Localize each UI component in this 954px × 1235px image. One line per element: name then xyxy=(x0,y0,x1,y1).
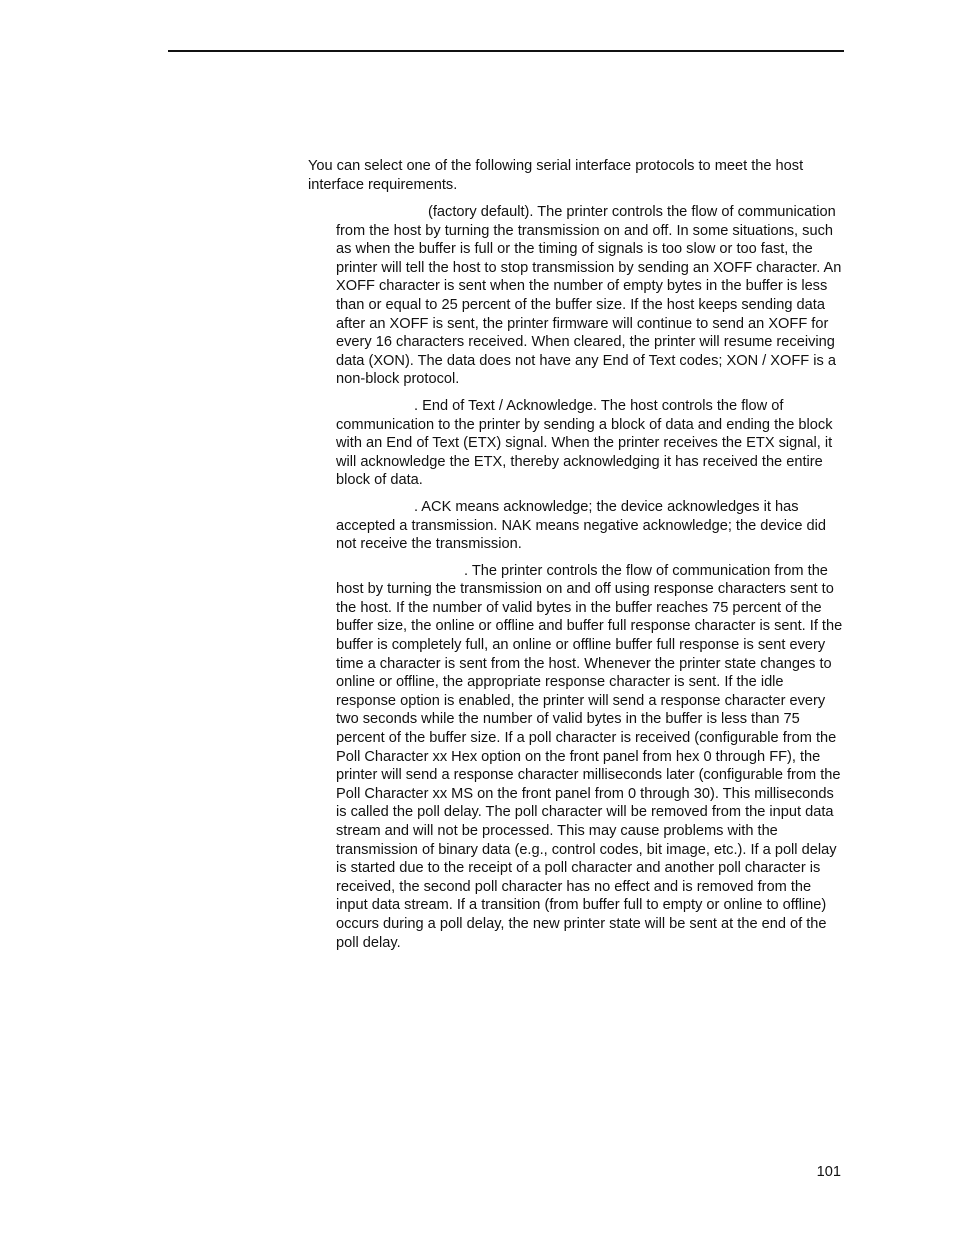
protocol-item-ack-nak xyxy=(336,498,846,554)
protocol-list xyxy=(336,203,846,960)
protocol-item-etx-ack xyxy=(336,397,846,490)
protocol-item-xon-xoff xyxy=(336,203,846,389)
header-rule xyxy=(168,50,844,52)
protocol-description: . ACK means acknowledge; the device acknowledges it has accepted a transmission. NAK means negative acknowledge; the device did not receive the transmission. xyxy=(336,498,826,553)
intro-paragraph: You can select one of the following serial interface protocols to meet the host interface requirements. xyxy=(308,158,804,193)
protocol-description: . End of Text / Acknowledge. The host controls the flow of communication to the printer by sending a block of data and ending the block with an End of Text (ETX) signal. When the printer receives the ETX signal, it will acknowledge the ETX, thereby acknowledging it has received the entire block of data. xyxy=(336,397,833,489)
protocol-item-serial-status xyxy=(336,562,846,952)
protocol-description: . The printer controls the flow of communication from the host by turning the transmission on and off using response characters sent to the host. If the number of valid bytes in the buffer reaches 75 percent of the buffer size, the online or offline and buffer full response character is sent. If the buffer is completely full, an online or offline buffer full response is sent every time a character is sent from the host. Whenever the printer state changes to online or offline, the appropriate response character is sent. If the idle response option is enabled, the printer will send a response character every two seconds while the number of valid bytes in the buffer is less than 75 percent of the buffer size. If a poll character is received (configurable from the Poll Character xx Hex option on the front panel from hex 0 through FF), the printer will send a response character milliseconds later (configurable from the Poll Character xx MS on the front panel from 0 through 30). This milliseconds is called the poll delay. The poll character will be removed from the input data stream and will not be processed. This may cause problems with the transmission of binary data (e.g., control codes, bit image, etc.). If a poll delay is started due to the receipt of a poll character and another poll character is received, the second poll character has no effect and is removed from the input data stream. If a transition (from buffer full to empty or online to offline) occurs during a poll delay, the new printer state will be sent at the end of the poll delay. xyxy=(336,562,843,951)
page-number: 101 xyxy=(816,1164,841,1180)
protocol-description: (factory default). The printer controls the flow of communication from the host by turning the transmission on and off. In some situations, such as when the buffer is full or the timing of signals is too slow or too fast, the printer will tell the host to stop transmission by sending an XOFF character. An XOFF character is sent when the number of empty bytes in the buffer is less than or equal to 25 percent of the buffer size. If the host keeps sending data after an XOFF is sent, the printer firmware will continue to send an XOFF for every 16 characters received. When cleared, the printer will resume receiving data (XON). The data does not have any End of Text codes; XON / XOFF is a non-block protocol. xyxy=(336,204,842,388)
